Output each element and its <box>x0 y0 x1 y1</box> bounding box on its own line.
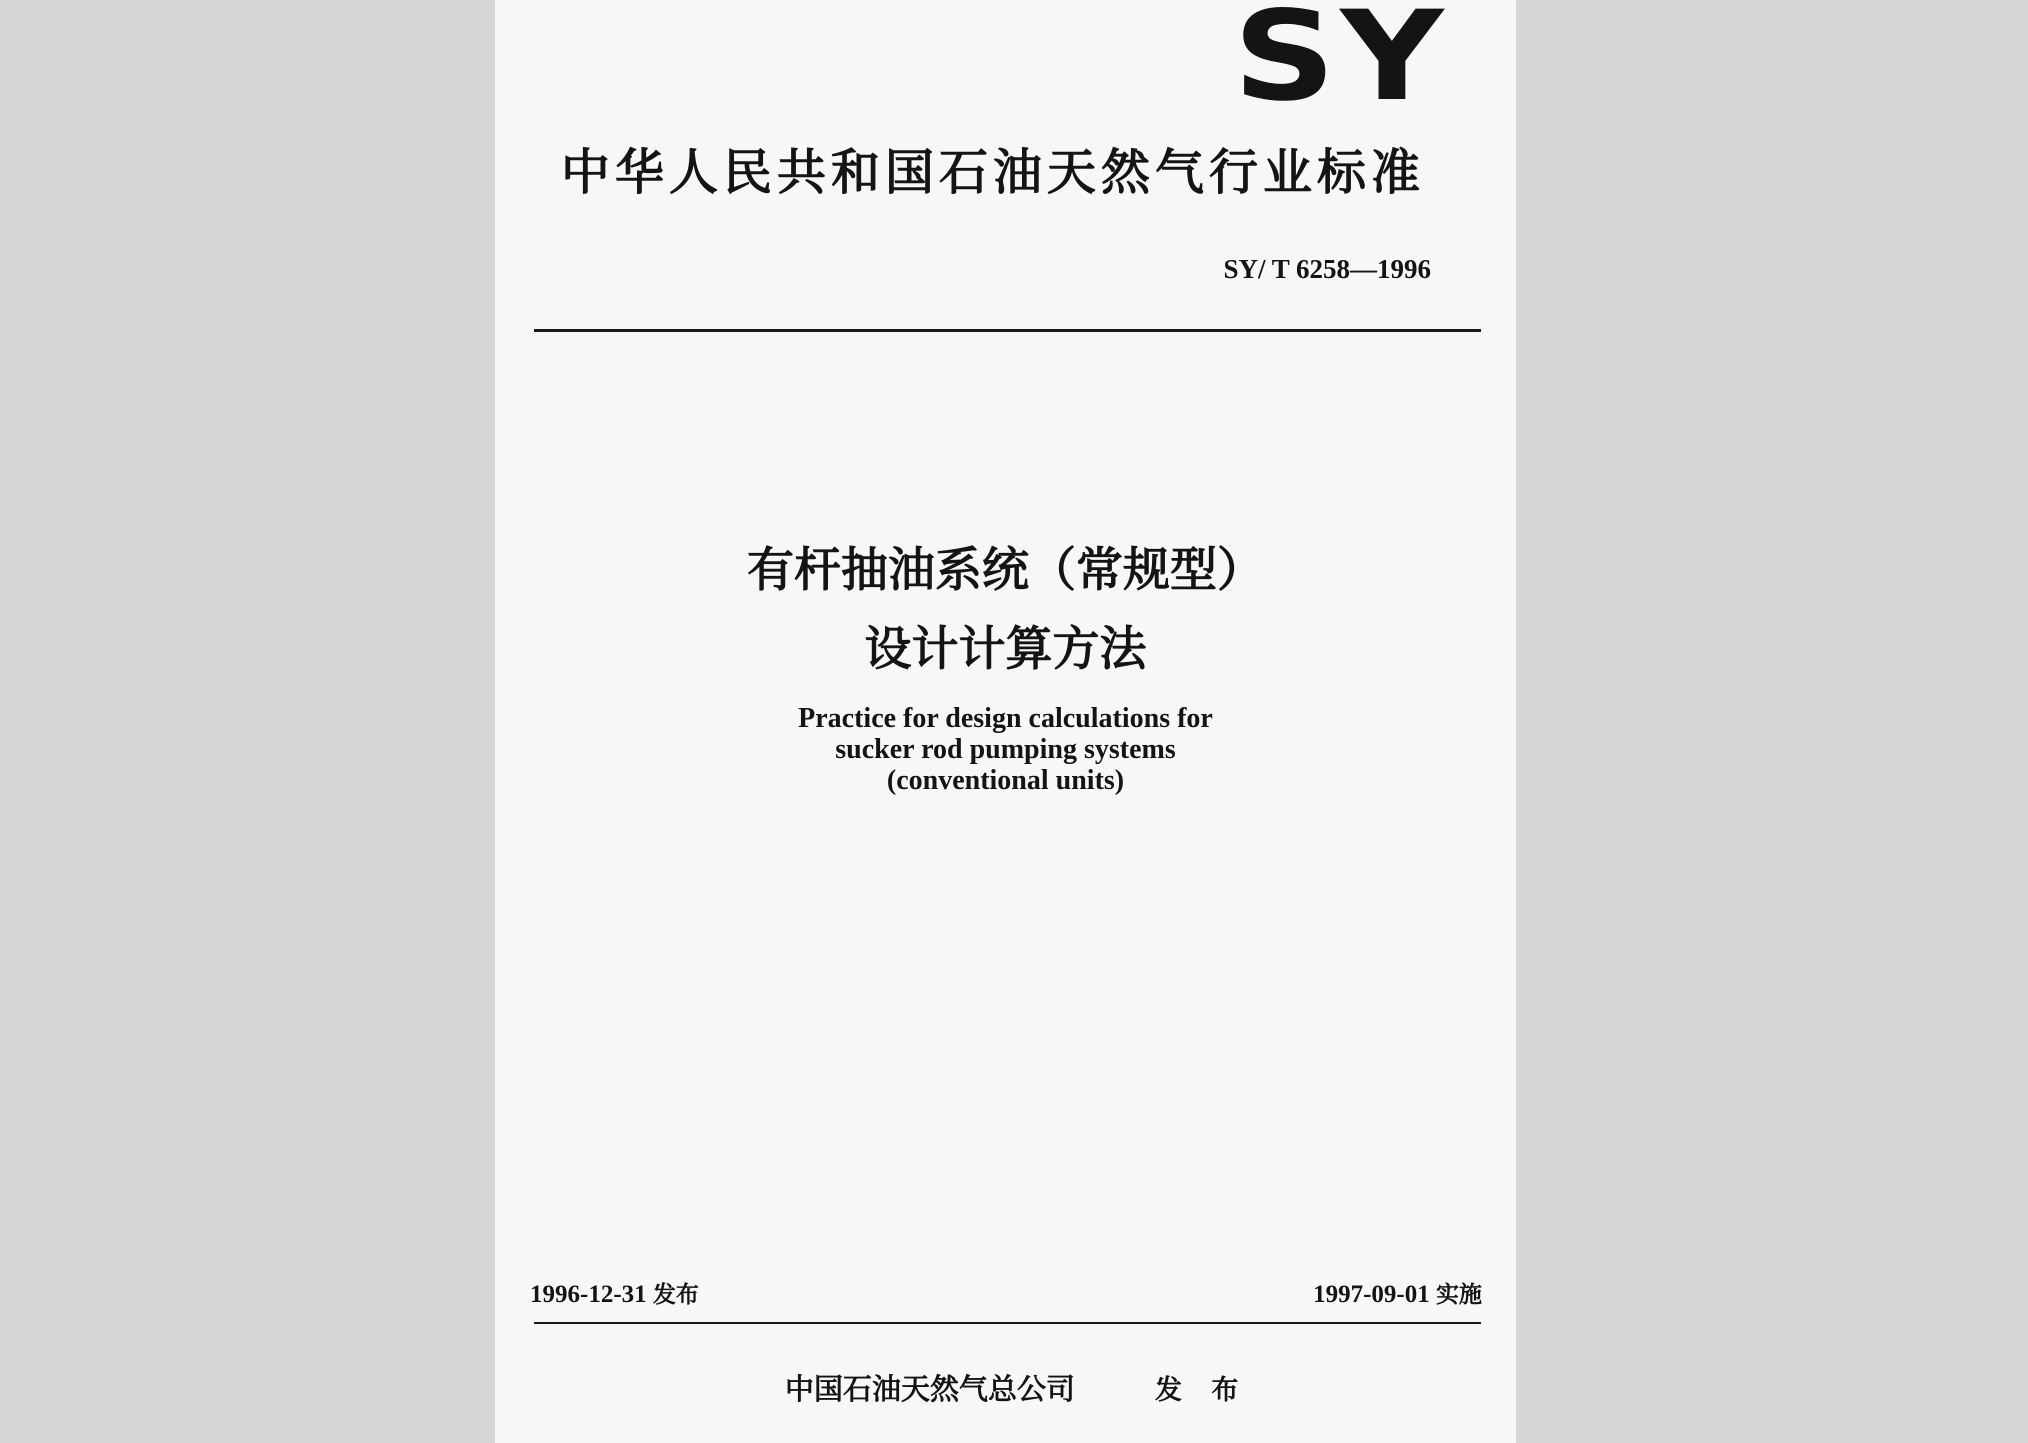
title-en-line-1: Practice for design calculations for <box>798 703 1213 734</box>
title-zh-line-1: 有杆抽油系统（常规型） <box>747 543 1264 598</box>
footer-divider <box>534 1322 1481 1324</box>
industry-standard-title: 中华人民共和国石油天然气行业标准 <box>561 144 1426 201</box>
standard-code: SY/ T 6258—1996 <box>1223 254 1431 284</box>
title-zh-line-2: 设计计算方法 <box>864 622 1147 677</box>
effective-date <box>1313 1278 1482 1312</box>
title-en-line-2: sucker rod pumping systems <box>835 734 1176 765</box>
issue-date-value: 1996-12-31 <box>530 1281 647 1308</box>
effective-date-value: 1997-09-01 <box>1313 1281 1430 1308</box>
header-divider <box>534 329 1481 332</box>
publisher-name: 中国石油天然气总公司 <box>785 1372 1076 1406</box>
title-en-line-3: (conventional units) <box>886 765 1125 796</box>
issue-date-label: 发布 <box>652 1282 699 1308</box>
effective-date-label: 实施 <box>1436 1282 1482 1308</box>
issue-date <box>530 1278 699 1312</box>
publisher-action: 发 布 <box>1155 1375 1249 1406</box>
document-page <box>495 0 1516 1443</box>
sy-logo: SY <box>1233 0 1449 129</box>
